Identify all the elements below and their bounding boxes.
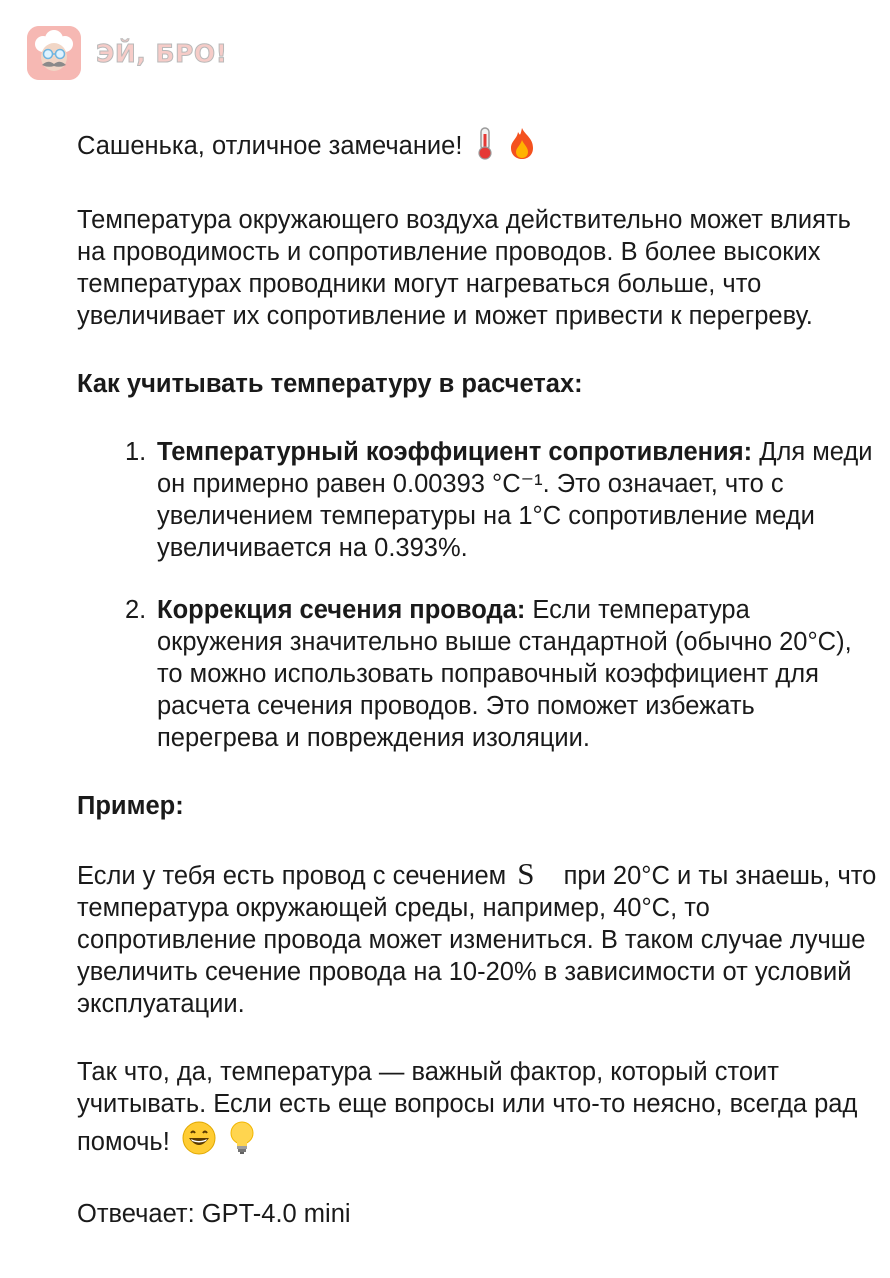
grinning-face-icon: [181, 1120, 217, 1164]
fire-icon: [507, 126, 537, 168]
light-bulb-icon: [228, 1120, 256, 1164]
intro-paragraph: Температура окружающего воздуха действительно может влиять на проводимость и сопротивление проводов. В более высоких температурах проводники могут нагреваться больше, что увеличивает их сопротивление и может привести к перегреву.: [77, 206, 851, 330]
greeting-text: Сашенька, отличное замечание!: [77, 132, 463, 160]
example-heading: Пример:: [77, 792, 184, 820]
list-item: [77, 436, 877, 564]
message-body: [77, 126, 877, 1230]
list-item-title: Температурный коэффициент сопротивления:: [157, 438, 753, 466]
greeting-line: [77, 126, 877, 168]
list-item: [77, 594, 877, 754]
closing-paragraph: [77, 1056, 877, 1164]
list-item-number: 2.: [125, 596, 147, 624]
section-variable: S: [517, 856, 535, 891]
list-item-text: Если температура окружения значительно выше стандартной (обычно 20°C), то можно использовать поправочный коэффициент для расчета сечения проводов. Это поможет избежать перегрева и повреждения изоляции.: [157, 596, 852, 752]
list-item-title: Коррекция сечения провода:: [157, 596, 526, 624]
example-text-before: Если у тебя есть провод с сечением: [77, 862, 507, 890]
header: [27, 26, 228, 80]
brand-title: ЭЙ, БРО!: [96, 38, 228, 68]
closing-text: Так что, да, температура — важный фактор, который стоит учитывать. Если есть еще вопросы или что-то неясно, всегда рад помочь!: [77, 1058, 858, 1156]
list-item-number: 1.: [125, 438, 147, 466]
professor-face-icon[interactable]: [27, 26, 81, 80]
section-heading: Как учитывать температуру в расчетах:: [77, 370, 583, 398]
example-text-after: при 20°C и ты знаешь, что температура окружающей среды, например, 40°C, то сопротивление провода может измениться. В таком случае лучше увеличить сечение провода на 10-20% в зависимости от условий эксплуатации.: [77, 862, 877, 1018]
list-item-text: Для меди он примерно равен 0.00393 °C⁻¹. Это означает, что с увеличением температуры на 1°C сопротивление меди увеличивается на 0.393%.: [157, 438, 873, 562]
thermometer-icon: [474, 126, 496, 168]
tips-list: [77, 436, 877, 754]
example-paragraph: [77, 858, 877, 1020]
signature: Отвечает: GPT-4.0 mini: [77, 1200, 351, 1228]
